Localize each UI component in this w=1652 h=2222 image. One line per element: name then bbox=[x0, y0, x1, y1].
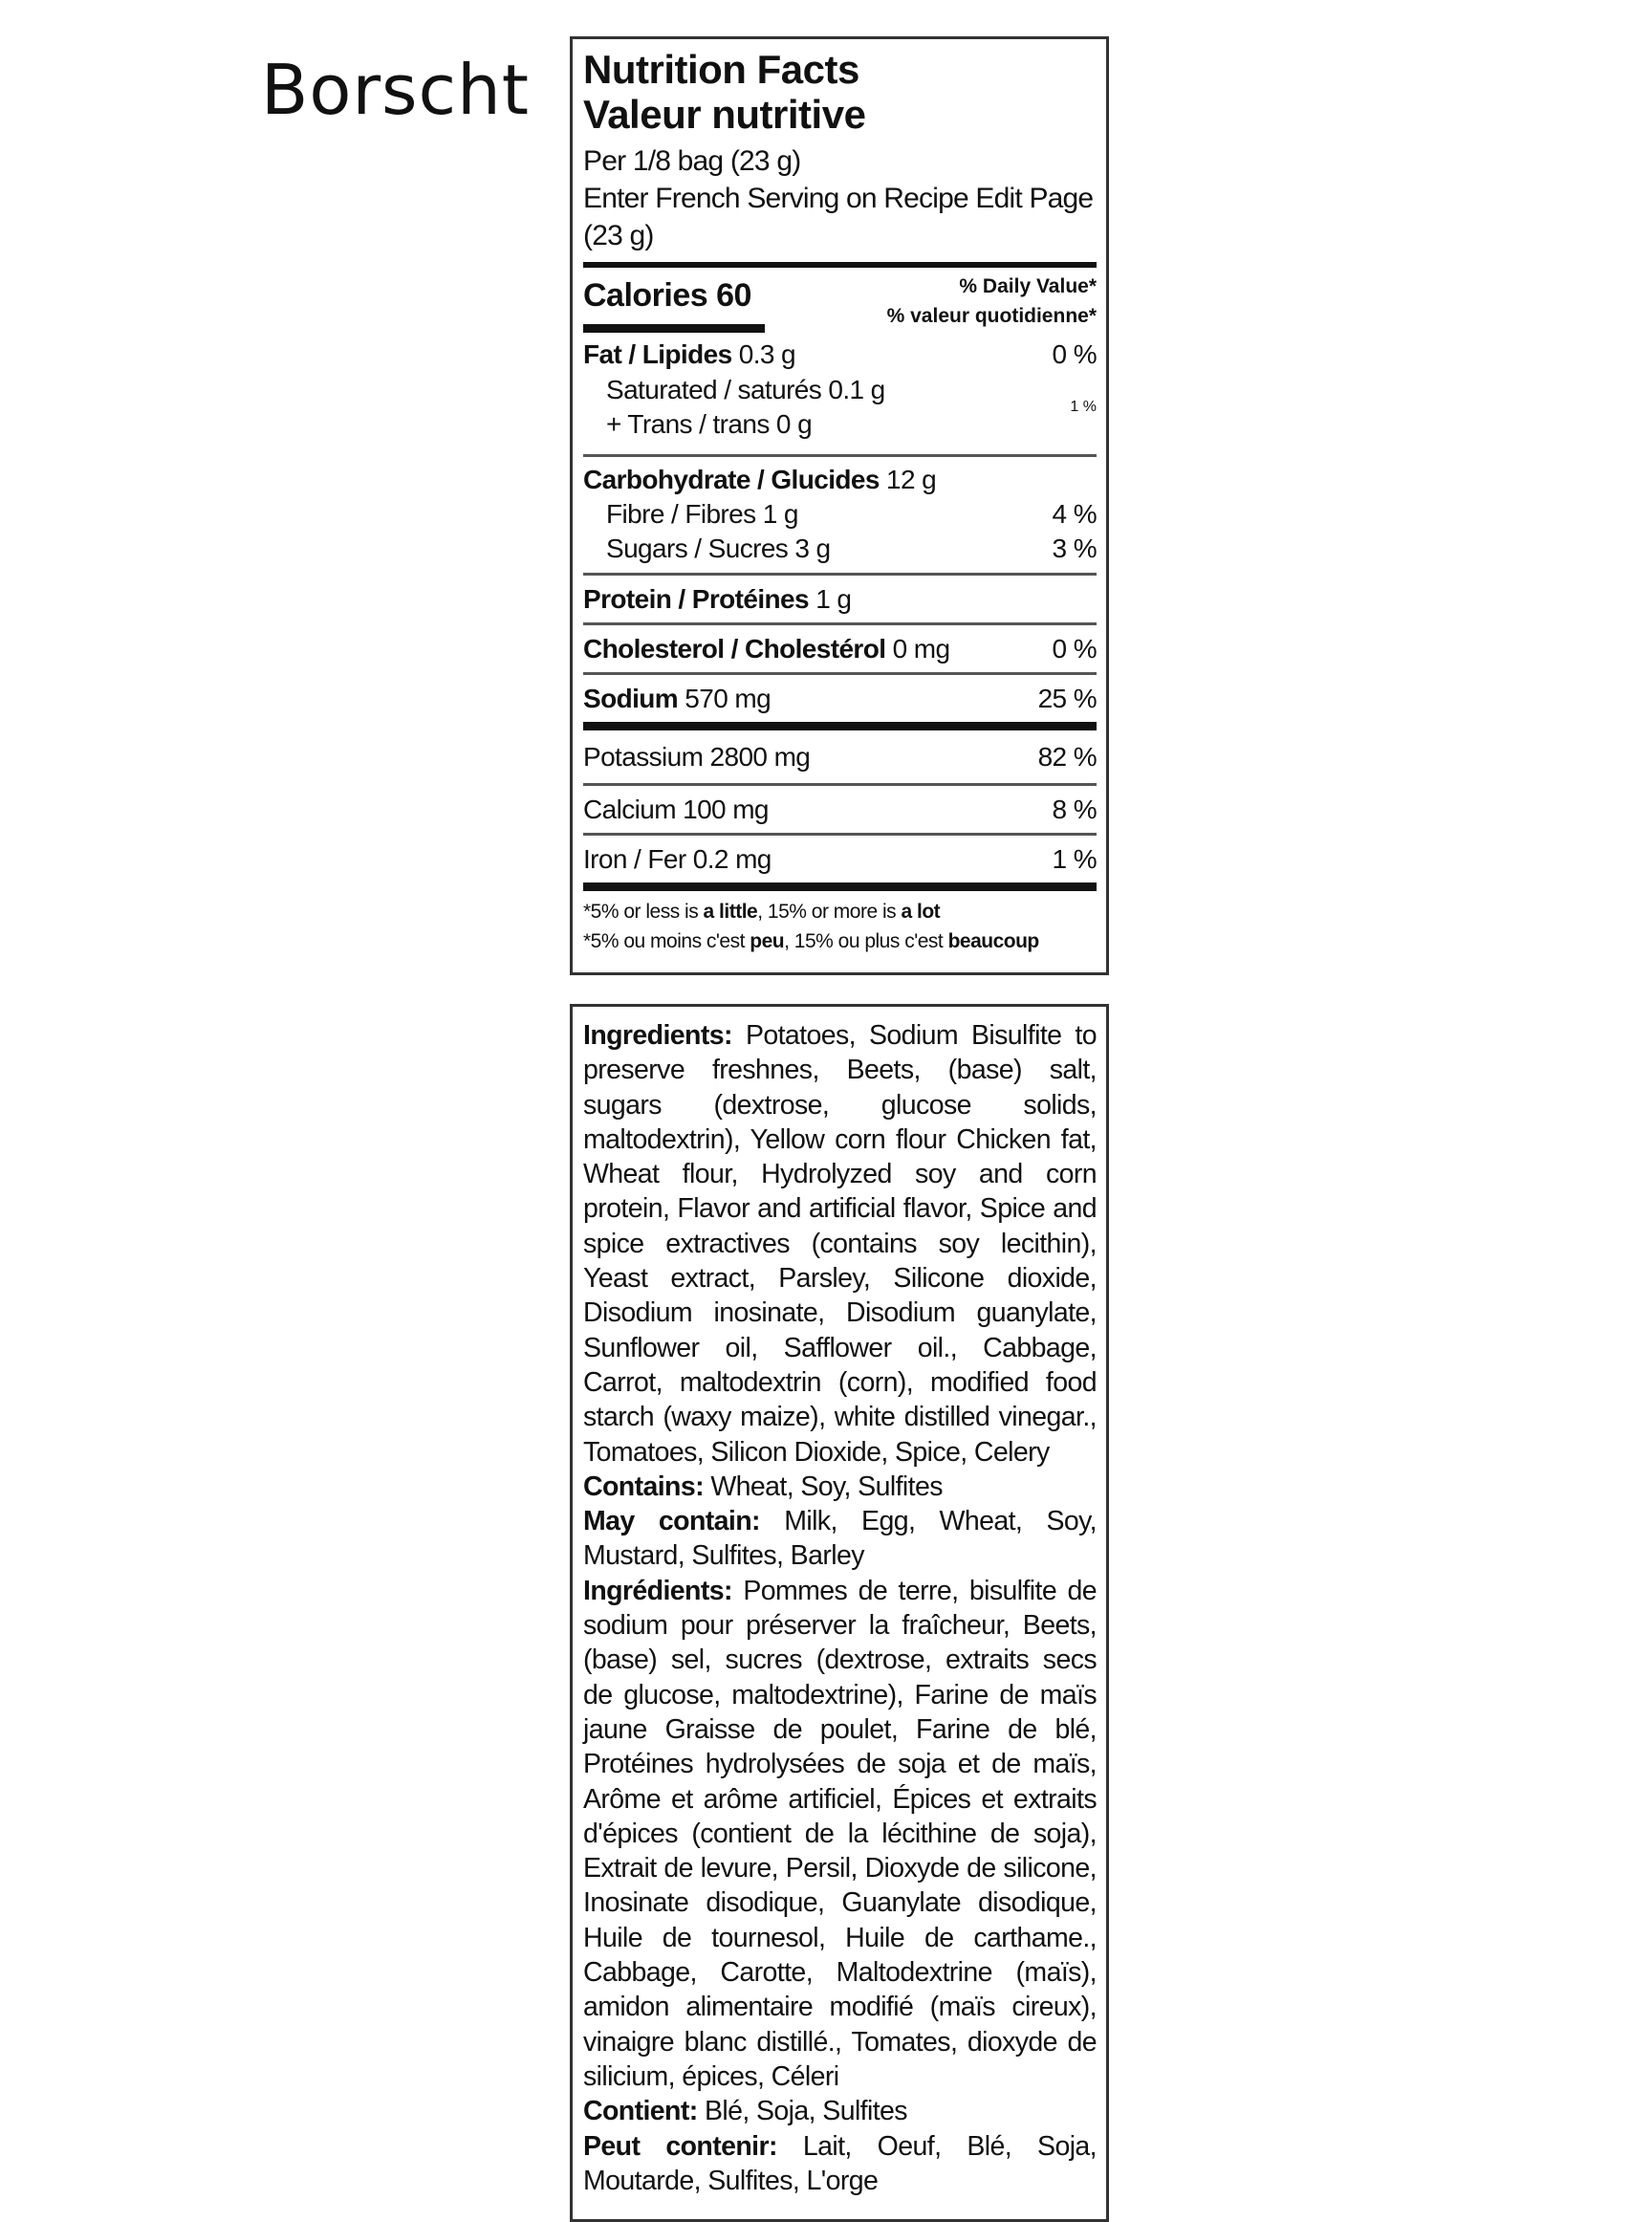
may-contain-fr-label: Peut contenir: bbox=[583, 2130, 777, 2162]
trans-label: + Trans / trans 0 g bbox=[606, 409, 813, 439]
sugars-row bbox=[583, 532, 1097, 566]
fibre-dv: 4 % bbox=[1052, 499, 1097, 529]
sodium-dv: 25 % bbox=[1037, 683, 1097, 713]
ingredients-en bbox=[583, 1018, 1097, 1470]
sat-trans-dv: 1 % bbox=[1070, 399, 1097, 415]
may-contain-fr bbox=[583, 2129, 1097, 2199]
cholesterol-dv: 0 % bbox=[1052, 633, 1097, 664]
serving-line-2: Enter French Serving on Recipe Edit Page bbox=[583, 183, 1094, 214]
ingredients-en-text: Potatoes, Sodium Bisulfite to preserve freshnes, Beets, (base) salt, sugars (dextrose, glucose solids, maltodextrin), Yellow corn flour Chicken fat, Wheat flour, Hydrolyzed soy and corn protein, Flavor and artificial flavor, Spice and spice extractives (contains soy lecithin), Yeast extract, Parsley, Silicone dioxide, Disodium inosinate, Disodium guanylate, Sunflower oil, Safflower oil., Cabbage, Carrot, maltodextrin (corn), modified food starch (waxy maize), white distilled vinegar., Tomatoes, Silicon Dioxide, Spice, Celery bbox=[583, 1020, 1097, 1468]
cholesterol-amount: 0 mg bbox=[892, 633, 950, 664]
protein-label: Protein / Protéines bbox=[583, 583, 809, 614]
ingredients-panel bbox=[570, 1004, 1109, 2222]
ingredients-fr bbox=[583, 1574, 1097, 2094]
fat-dv: 0 % bbox=[1052, 339, 1097, 369]
product-title: Borscht bbox=[261, 50, 531, 130]
fibre-row bbox=[583, 497, 1097, 532]
potassium-dv: 82 % bbox=[1037, 741, 1097, 772]
may-contain-en bbox=[583, 1504, 1097, 1574]
daily-value-header-fr: % valeur quotidienne* bbox=[886, 305, 1097, 327]
daily-value-header-en: % Daily Value* bbox=[959, 275, 1097, 297]
footnote-fr: *5% ou moins c'est peu, 15% ou plus c'est beaucoup bbox=[583, 930, 1039, 952]
ingredients-en-label: Ingredients: bbox=[583, 1020, 732, 1051]
calories-row bbox=[583, 268, 1097, 334]
carbohydrate-label: Carbohydrate / Glucides bbox=[583, 465, 880, 494]
may-contain-fr-text: Lait, Oeuf, Blé, Soja, Moutarde, Sulfites, L'orge bbox=[583, 2130, 1098, 2196]
calcium-row bbox=[583, 786, 1097, 833]
fat-row bbox=[583, 338, 1097, 372]
contains-fr-label: Contient: bbox=[583, 2096, 698, 2127]
cholesterol-row bbox=[583, 625, 1097, 672]
contains-en-text: Wheat, Soy, Sulfites bbox=[710, 1470, 943, 1502]
fibre-label: Fibre / Fibres 1 g bbox=[606, 499, 798, 529]
contains-en bbox=[583, 1470, 1097, 1504]
daily-value-header bbox=[887, 272, 1097, 331]
ingredients-fr-label: Ingrédients: bbox=[583, 1575, 732, 1606]
nutrition-heading-en: Nutrition Facts bbox=[583, 47, 859, 92]
sat-trans-row bbox=[583, 372, 1097, 443]
calories-label: Calories 60 bbox=[583, 277, 751, 314]
iron-dv: 1 % bbox=[1052, 843, 1097, 874]
iron-label: Iron / Fer 0.2 mg bbox=[583, 843, 772, 874]
divider-heavy bbox=[583, 722, 1097, 730]
divider-heavy bbox=[583, 882, 1097, 891]
carbohydrate-row bbox=[583, 463, 1097, 497]
may-contain-en-label: May contain: bbox=[583, 1506, 760, 1537]
sodium-row bbox=[583, 675, 1097, 722]
carbohydrate-group bbox=[583, 457, 1097, 573]
potassium-label: Potassium 2800 mg bbox=[583, 741, 811, 772]
carbohydrate-amount: 12 g bbox=[886, 465, 937, 494]
serving-size bbox=[583, 142, 1097, 254]
cholesterol-label: Cholesterol / Cholestérol bbox=[583, 633, 886, 664]
fat-amount: 0.3 g bbox=[738, 339, 796, 369]
calories-bar bbox=[583, 324, 765, 333]
calcium-label: Calcium 100 mg bbox=[583, 794, 769, 824]
nutrition-facts-panel bbox=[570, 36, 1109, 975]
contains-fr-text: Blé, Soja, Sulfites bbox=[704, 2096, 907, 2127]
protein-amount: 1 g bbox=[815, 583, 852, 614]
ingredients-fr-text: Pommes de terre, bisulfite de sodium pour préserver la fraîcheur, Beets, (base) sel, sucres (dextrose, extraits secs de glucose, maltodextrine), Farine de maïs jaune Graisse de poulet, Farine de blé, Protéines hydrolysées de soja et de maïs, Arôme et arôme artificiel, Épices et extraits d'épices (contient de la lécithine de soja), Extrait de levure, Persil, Dioxyde de silicone, Inosinate disodique, Guanylate disodique, Huile de tournesol, Huile de carthame., Cabbage, Carotte, Maltodextrine (maïs), amidon alimentaire modifié (maïs cireux), vinaigre blanc distillé., Tomates, dioxyde de silicium, épices, Céleri bbox=[583, 1575, 1097, 2092]
protein-row bbox=[583, 576, 1097, 622]
fat-group bbox=[583, 334, 1097, 454]
contains-fr bbox=[583, 2094, 1097, 2128]
footnote-en: *5% or less is a little, 15% or more is a lot bbox=[583, 901, 941, 923]
iron-row bbox=[583, 836, 1097, 882]
calcium-dv: 8 % bbox=[1052, 794, 1097, 824]
contains-en-label: Contains: bbox=[583, 1470, 705, 1502]
serving-line-3: (23 g) bbox=[583, 220, 654, 251]
may-contain-en-text: Milk, Egg, Wheat, Soy, Mustard, Sulfites, Barley bbox=[583, 1506, 1097, 1572]
serving-line-1: Per 1/8 bag (23 g) bbox=[583, 145, 801, 177]
sugars-dv: 3 % bbox=[1052, 534, 1097, 563]
saturated-label: Saturated / saturés 0.1 g bbox=[606, 375, 885, 404]
footnote bbox=[583, 897, 1097, 956]
sodium-label: Sodium bbox=[583, 683, 679, 713]
potassium-row bbox=[583, 730, 1097, 783]
sugars-label: Sugars / Sucres 3 g bbox=[606, 534, 831, 563]
sodium-amount: 570 mg bbox=[685, 683, 772, 713]
fat-label: Fat / Lipides bbox=[583, 339, 732, 369]
nutrition-heading-fr: Valeur nutritive bbox=[583, 92, 866, 137]
